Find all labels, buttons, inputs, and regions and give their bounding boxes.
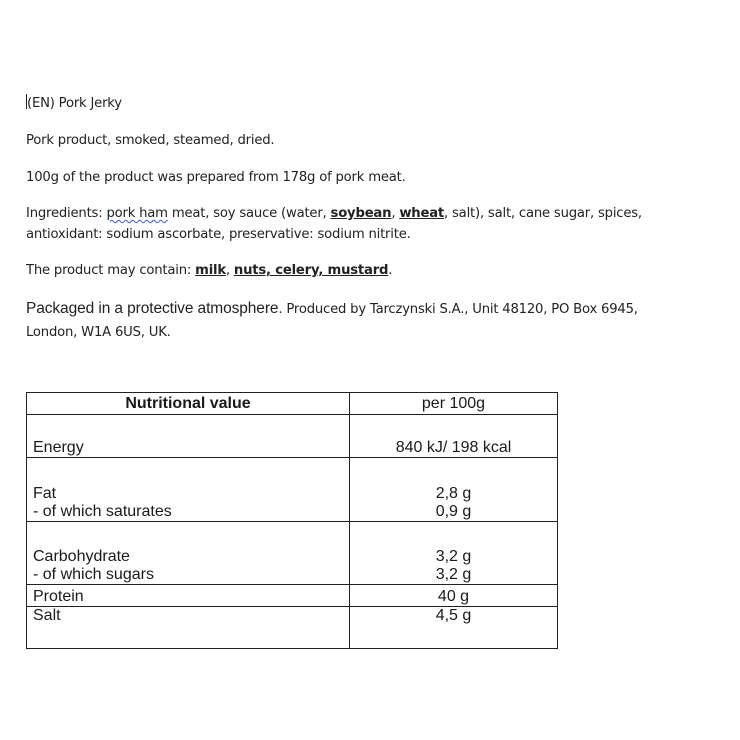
packaging-line-2: London, W1A 6US, UK. [26,325,171,340]
allergens-line: The product may contain: milk, nuts, celery, mustard. [26,263,393,278]
table-row: Carbohydrate - of which sugars 3,2 g 3,2 g [27,522,558,585]
allergen-wheat: wheat [399,206,445,221]
table-header-row [27,393,558,415]
preparation-note: 100g of the product was prepared from 178g of pork meat. [26,170,406,185]
nutrition-table [26,392,558,649]
table-row: Salt 4,5 g [27,607,558,649]
table-row: Fat - of which saturates 2,8 g 0,9 g [27,458,558,522]
table-row: Energy 840 kJ/ 198 kcal [27,415,558,458]
packaging-line-1: Packaged in a protective atmosphere. Produced by Tarczynski S.A., Unit 48120, PO Box 6945, [26,300,638,317]
table-row: Protein 40 g [27,585,558,607]
header-nutritional-value: Nutritional value [27,393,350,415]
ingredients-line-1: Ingredients: pork ham meat, soy sauce (water, soybean, wheat, salt), salt, cane sugar, spices, [26,206,642,221]
header-per-100g: per 100g [350,393,558,415]
allergen-soybean: soybean [330,206,392,221]
spellcheck-word[interactable]: pork ham [106,206,168,221]
allergen-milk: milk [195,263,226,278]
product-title[interactable]: (EN) Pork Jerky [27,96,122,111]
allergen-others: nuts, celery, mustard [233,263,389,278]
ingredients-line-2: antioxidant: sodium ascorbate, preservative: sodium nitrite. [26,227,411,242]
product-description: Pork product, smoked, steamed, dried. [26,133,275,148]
